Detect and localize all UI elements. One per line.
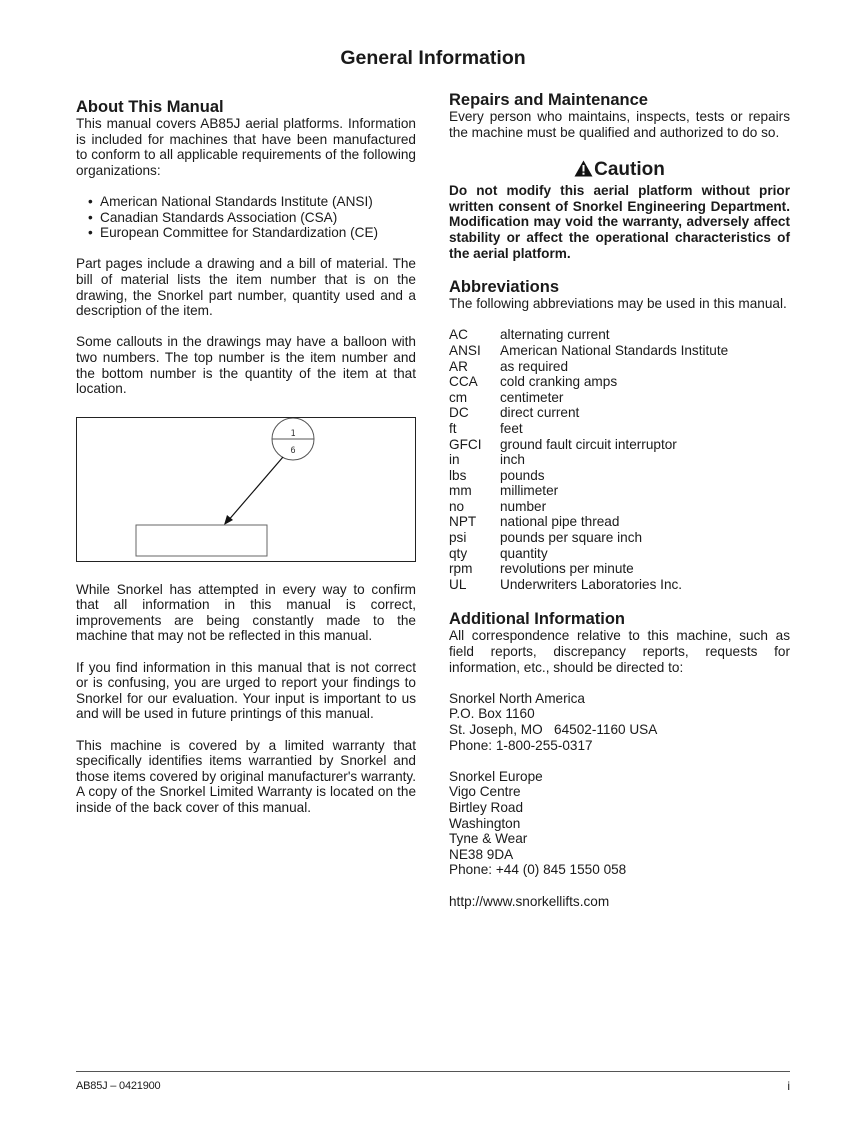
repairs-body: Every person who maintains, inspects, tests or repairs the machine must be qualified and authorized to do so. [449,109,790,140]
abbreviation-row [449,468,728,484]
abbreviation-row [449,374,728,390]
abbreviation-meaning: quantity [500,545,548,561]
abbreviation-row [449,390,728,406]
abbreviation-row [449,499,728,515]
abbreviation-term: mm [449,483,472,499]
abbreviation-term: ANSI [449,342,481,358]
abbreviation-meaning: American National Standards Institute [500,342,729,358]
caution-label: Caution [594,159,665,181]
abbreviation-row [449,546,728,562]
confirm-paragraph: While Snorkel has attempted in every way to confirm that all information in this manual is correct, improvements are being constantly made to the machine that may not be reflected in this manual. [76,581,416,644]
phone-line: Phone: 1-800-255-0317 [449,737,593,753]
address-line: Snorkel Europe [449,768,543,784]
abbreviation-row [449,452,728,468]
abbreviation-meaning: direct current [500,405,580,421]
address-line: Washington [449,815,521,831]
north-america-address [449,691,790,753]
abbreviation-row [449,530,728,546]
repairs-heading: Repairs and Maintenance [449,91,648,109]
abbreviation-meaning: national pipe thread [500,514,620,530]
warning-triangle-icon [574,160,593,183]
abbreviations-table [449,327,728,592]
abbreviation-meaning: pounds [500,467,545,483]
organizations-list [76,194,416,241]
abbreviation-term: rpm [449,561,473,577]
warranty-paragraph: This machine is covered by a limited warranty that specifically identifies items warrantied by Snorkel and those items covered by original manufacturer's warranty. A copy of the Snorkel Limited Warranty is located on the inside of the back cover of this manual. [76,737,416,815]
abbreviation-row [449,514,728,530]
abbreviation-row [449,359,728,375]
callouts-paragraph: Some callouts in the drawings may have a balloon with two numbers. The top number is the item number and the bottom number is the quantity of the item at that location. [76,334,416,397]
address-line: Tyne & Wear [449,831,528,847]
abbreviation-row [449,483,728,499]
address-line: P.O. Box 1160 [449,706,535,722]
abbreviation-term: lbs [449,467,467,483]
abbreviation-meaning: as required [500,358,569,374]
parts-paragraph: Part pages include a drawing and a bill of material. The bill of material lists the item number that is on the drawing, the Snorkel part number, quantity used and a description of the item. [76,256,416,319]
additional-intro: All correspondence relative to this machine, such as field reports, discrepancy reports, requests for information, etc., should be directed to: [449,628,790,675]
abbreviations-heading: Abbreviations [449,278,560,297]
abbreviation-meaning: feet [500,420,523,436]
organization-item: • European Committee for Standardization (CE) [88,225,416,241]
abbreviation-term: psi [449,530,467,546]
abbreviation-term: AC [449,327,468,343]
abbreviation-meaning: number [500,498,547,514]
abbreviation-term: ft [449,420,457,436]
left-column [76,98,416,816]
europe-address [449,769,790,878]
abbreviation-row [449,577,728,593]
abbreviation-term: GFCI [449,436,482,452]
phone-line: Phone: +44 (0) 845 1550 058 [449,862,627,878]
abbreviation-row [449,327,728,343]
abbreviation-term: CCA [449,374,478,390]
abbreviation-meaning: revolutions per minute [500,561,634,577]
abbreviation-term: UL [449,576,467,592]
footer-doc-id: AB85J – 0421900 [76,1080,161,1092]
abbreviation-meaning: pounds per square inch [500,530,643,546]
abbreviation-meaning: millimeter [500,483,559,499]
footer-page-number: i [787,1079,790,1093]
balloon-item-number: 1 [290,428,296,439]
website-link[interactable]: http://www.snorkellifts.com [449,893,610,909]
abbreviation-term: cm [449,389,468,405]
abbreviation-meaning: centimeter [500,389,564,405]
abbreviation-meaning: ground fault circuit interruptor [500,436,677,452]
report-paragraph: If you find information in this manual that is not correct or is confusing, you are urged to report your findings to Snorkel for our evaluation. Your input is important to us and will be used in future printings of this manual. [76,659,416,722]
caution-heading [449,159,790,183]
abbreviation-meaning: alternating current [500,327,610,343]
address-line: Snorkel North America [449,690,585,706]
callout-diagram [77,418,417,563]
address-line: Birtley Road [449,799,524,815]
caution-body: Do not modify this aerial platform without prior written consent of Snorkel Engineering Department. Modification may void the warranty, adversely affect stability or affect the operational characteristics of the aerial platform. [449,183,790,261]
abbreviation-meaning: inch [500,452,525,468]
abbreviation-row [449,437,728,453]
page-title: General Information [340,47,526,69]
abbreviation-term: DC [449,405,469,421]
about-intro: This manual covers AB85J aerial platforms. Information is included for machines that have been manufactured to conform to all applicable requirements of the following organizations: [76,116,416,178]
abbreviation-term: AR [449,358,468,374]
abbreviation-term: qty [449,545,468,561]
address-line: NE38 9DA [449,846,514,862]
balloon-quantity: 6 [290,445,296,456]
additional-heading: Additional Information [449,610,625,629]
organization-item: • Canadian Standards Association (CSA) [88,210,416,226]
abbreviation-row [449,343,728,359]
abbreviation-row [449,405,728,421]
abbreviation-row [449,561,728,577]
abbreviation-term: NPT [449,514,477,530]
abbreviation-term: no [449,498,465,514]
abbreviation-meaning: Underwriters Laboratories Inc. [500,576,683,592]
footer-divider [76,1071,790,1072]
abbreviation-meaning: cold cranking amps [500,374,618,390]
right-column [449,91,790,909]
abbreviation-row [449,421,728,437]
abbreviations-intro: The following abbreviations may be used in this manual. [449,296,787,312]
organization-item: • American National Standards Institute (ANSI) [88,194,416,210]
address-line: Vigo Centre [449,784,521,800]
about-heading: About This Manual [76,98,224,116]
balloon-callout-figure [76,417,416,562]
address-line: St. Joseph, MO 64502-1160 USA [449,722,658,737]
abbreviation-term: in [449,452,460,468]
